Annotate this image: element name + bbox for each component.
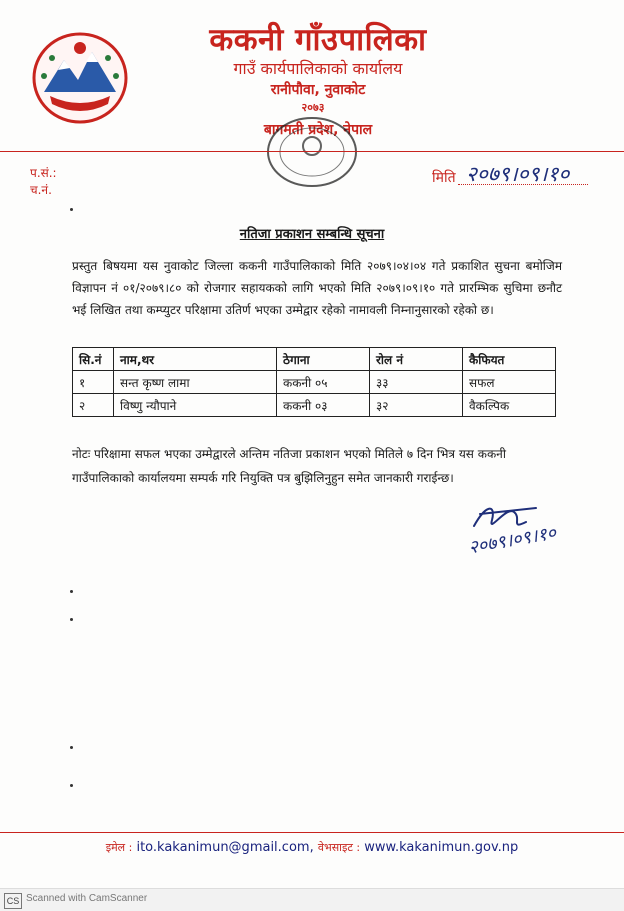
cell-roll: ३३	[370, 371, 463, 394]
website-url[interactable]: www.kakanimun.gov.np	[364, 840, 519, 855]
handwritten-date: २०७९।०९।१०	[466, 162, 570, 186]
notice-subject: नतिजा प्रकाशन सम्बन्धि सूचना	[239, 227, 385, 242]
results-table	[72, 347, 556, 417]
reference-number-label: प.सं.:	[30, 166, 57, 180]
scanner-watermark-bar	[0, 888, 624, 911]
email-label: इमेल :	[105, 841, 133, 854]
notice-note: नोटः परिक्षामा सफल भएका उम्मेद्वारले अन्तिम नतिजा प्रकाशन भएको मितिले ७ दिन भित्र यस ककनी गाउँपालिकाको कार्यालयमा सम्पर्क गरि नियुक्ति पत्र बुझिलिनुहुन समेत जानकारी गराईन्छ।	[72, 447, 506, 485]
header-remarks: कैफियत	[463, 348, 556, 371]
website-label: वेभसाइट :	[317, 841, 361, 854]
cell-address: ककनी ०५	[277, 371, 370, 394]
establishment-year: २०७३	[301, 101, 325, 114]
header-address: ठेगाना	[277, 348, 370, 371]
contact-footer	[0, 840, 624, 855]
signature-date: २०७९।०९।१०	[466, 522, 558, 559]
header-divider	[0, 151, 624, 152]
office-name: गाउँ कार्यपालिकाको कार्यालय	[233, 59, 403, 78]
table-row	[73, 371, 556, 394]
margin-mark	[70, 208, 73, 211]
email-address[interactable]: ito.kakanimun@gmail.com,	[136, 840, 314, 855]
header-roll: रोल नं	[370, 348, 463, 371]
office-address: रानीपौवा, नुवाकोट	[270, 82, 366, 98]
province-line: बागमती प्रदेश, नेपाल	[263, 122, 373, 138]
cell-address: ककनी ०३	[277, 394, 370, 417]
notice-body: प्रस्तुत बिषयमा यस नुवाकोट जिल्ला ककनी गाउँपालिकाको मिति २०७९।०४।०४ गते प्रकाशित सुचना बमोजिम विज्ञापन नं ०१/२०७९।८० को रोजगार सहायककाे लागि भएको मिति २०७९।०९।१० गते प्रारम्भिक सुचिमा छनौट भई लिखित तथा कम्प्युटर परिक्षामा उतिर्ण भएका उम्मेद्वार रहेको नामावली निम्नानुसारको रहेको छ।	[72, 259, 562, 317]
margin-mark	[70, 746, 73, 749]
cell-serial: २	[73, 394, 114, 417]
date-label: मिति	[432, 170, 456, 186]
table-header-row	[73, 348, 556, 371]
cell-name: सन्त कृष्ण लामा	[114, 371, 277, 394]
municipality-title: ककनी गाँउपालिका	[209, 22, 427, 58]
table-row	[73, 394, 556, 417]
footer-divider	[0, 832, 624, 833]
cell-serial: १	[73, 371, 114, 394]
dispatch-number-label: च.नं.	[30, 183, 52, 197]
header-serial: सि.नं	[73, 348, 114, 371]
cell-name: विष्णु न्यौपाने	[114, 394, 277, 417]
cell-remarks: सफल	[463, 371, 556, 394]
margin-mark	[70, 784, 73, 787]
camscanner-icon: CS	[4, 893, 22, 909]
scanner-watermark-text: Scanned with CamScanner	[26, 893, 148, 904]
office-stamp	[262, 112, 362, 192]
nepal-emblem-logo	[30, 30, 130, 126]
margin-mark	[70, 618, 73, 621]
cell-remarks: वैकल्पिक	[463, 394, 556, 417]
margin-mark	[70, 590, 73, 593]
header-name: नाम,थर	[114, 348, 277, 371]
cell-roll: ३२	[370, 394, 463, 417]
